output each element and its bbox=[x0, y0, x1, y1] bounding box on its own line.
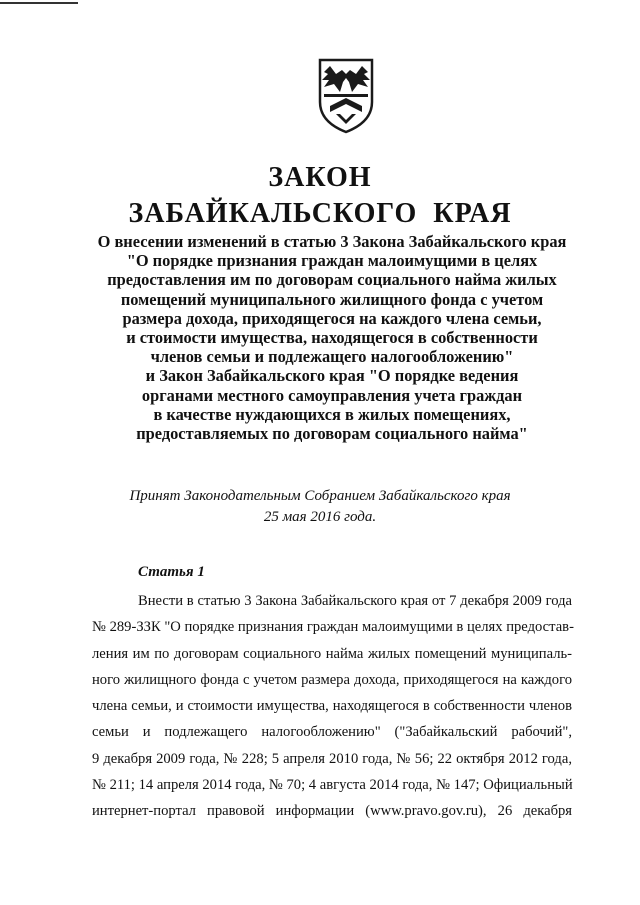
adoption-body: Принят Законодательным Собранием Забайкальского края bbox=[129, 488, 511, 504]
subject-line: размера дохода, приходящегося на каждого члена семьи, bbox=[122, 308, 542, 328]
subject-line: и Закон Забайкальского края "О порядке ведения bbox=[145, 366, 519, 386]
subject-line: "О порядке признания граждан малоимущими в целях bbox=[126, 251, 538, 271]
subject-line: помещений муниципального жилищного фонда с учетом bbox=[120, 289, 544, 309]
subject-line: предоставления им по договорам социального найма жилых bbox=[107, 270, 557, 290]
article-line: 9 декабря 2009 года, № 228; 5 апреля 2010 года, № 56; 22 октября 2012 года, bbox=[92, 750, 572, 767]
law-title bbox=[0, 160, 640, 232]
adoption-date: 25 мая 2016 года. bbox=[263, 509, 377, 525]
article-line: интернет-портал правовой информации (www.pravo.gov.ru), 26 декабря bbox=[92, 803, 572, 820]
adoption-note bbox=[0, 486, 640, 528]
article-line: № 211; 14 апреля 2014 года, № 70; 4 августа 2014 года, № 147; Официальный bbox=[92, 777, 573, 794]
article-line: ного жилищного фонда с учетом размера дохода, приходящегося на каждого bbox=[92, 671, 572, 688]
article-line: семьи и подлежащего налогообложению" ("Забайкальский рабочий", bbox=[92, 724, 572, 741]
article-line: Внести в статью 3 Закона Забайкальского края от 7 декабря 2009 года bbox=[138, 593, 572, 609]
coat-of-arms-icon bbox=[316, 58, 376, 134]
subject-line: предоставляемых по договорам социального найма" bbox=[136, 424, 528, 444]
subject-line: членов семьи и подлежащего налогообложению" bbox=[150, 347, 514, 367]
article-line: № 289-ЗЗК "О порядке признания граждан малоимущими в целях предостав- bbox=[92, 619, 574, 636]
law-title-line-1: ЗАКОН bbox=[268, 162, 372, 193]
article-heading: Статья 1 bbox=[138, 564, 205, 580]
subject-line: и стоимости имущества, находящегося в собственности bbox=[126, 328, 538, 348]
subject-line: О внесении изменений в статью 3 Закона Забайкальского края bbox=[97, 232, 567, 251]
top-rule bbox=[0, 2, 78, 4]
subject-line: органами местного самоуправления учета граждан bbox=[141, 385, 523, 405]
law-subject bbox=[0, 232, 640, 443]
article-body bbox=[92, 588, 572, 825]
article-line: члена семьи, и стоимости имущества, находящегося в собственности членов bbox=[92, 698, 572, 715]
subject-line: в качестве нуждающихся в жилых помещениях, bbox=[153, 404, 511, 424]
article-line: ления им по договорам социального найма жилых помещений муниципаль- bbox=[92, 645, 572, 662]
law-title-line-2: ЗАБАЙКАЛЬСКОГО КРАЯ bbox=[128, 198, 512, 229]
